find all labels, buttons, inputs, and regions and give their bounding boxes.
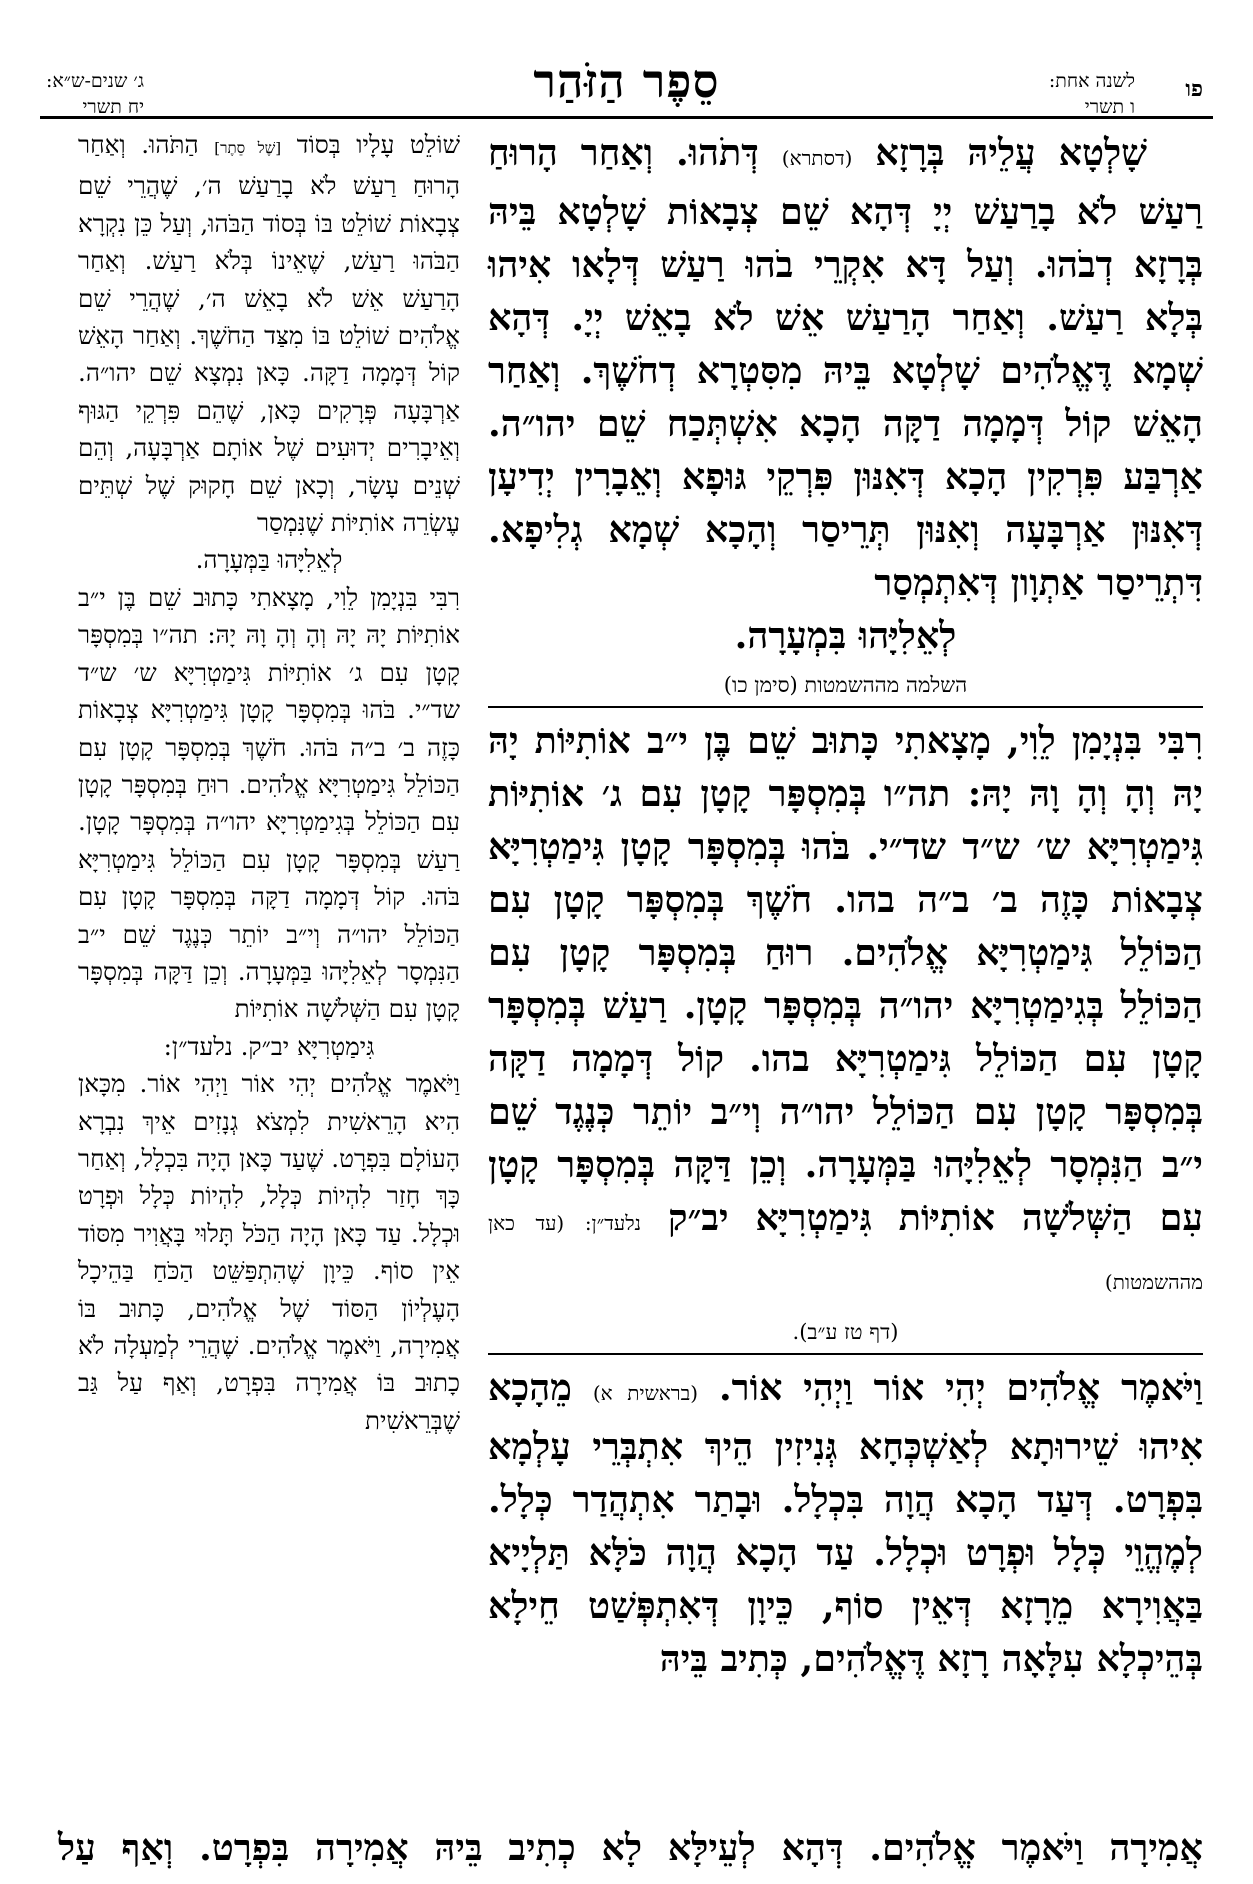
main-paragraph-1	[488, 126, 1203, 609]
main-p3-text: וַיֹּאמֶר אֱלֹהִים יְהִי אוֹר וַיְהִי אוֹר.	[718, 1366, 1203, 1409]
page-number: פו	[1185, 76, 1203, 102]
main-p1-rest: דְּתֹהוּ. וְאַחַר הָרוּחַ רַעַשׁ לֹא בָרַעַשׁ יְיָ דְּהָא שֵׁם צְבָאוֹת שָׁלְטָא בֵּיהּ בְּרָזָא דְבֹהוּ. וְעַל דָּא אִקְרֵי בֹהוּ רַעַשׁ דְּלָאו אִיהוּ בְּלָא רַעַשׁ. וְאַחַר הָרַעַשׁ אֵשׁ לֹא בָאֵשׁ יְיָ. דְּהָא שְׁמָא דֶּאֱלֹהִים שָׁלְטָא בֵּיהּ מִסִּטְרָא דְחֹשֶׁךְ. וְאַחַר הָאֵשׁ קוֹל דְּמָמָה דַקָּה הָכָא אִשְׁתְּכַח שֵׁם יהו״ה. אַרְבַּע פִּרְקִין הָכָא דְּאִנּוּן פִּרְקֵי גּוּפָא וְאֵבָרִין יְדִיעָן דְּאִנּוּן אַרְבָּעָה וְאִנּוּן תְּרֵיסַר וְהָכָא שְׁמָא גְלִיפָא. דִּתְרֵיסַר אַתְוָון דְּאִתְמְסַר	[488, 131, 1203, 604]
side-s2-last: גִּימַטְרִיָּא יב״ק. נלעד״ן:	[163, 1031, 375, 1061]
side-paragraph-3: וַיֹּאמֶר אֱלֹהִים יְהִי אוֹר וַיְהִי אוֹר. מִכָּאן הִיא הָרֵאשִׁית לִמְצֹא גְנָזִים אֵיךְ נִבְרָא הָעוֹלָם בִּפְרָט. שֶׁעַד כָּאן הָיָה בִּכְלָל, וְאַחַר כָּךְ חָזַר לִהְיוֹת כְּלָל, לִהְיוֹת כְּלָל וּפְרָט וּכְלָל. עַד כָּאן הָיָה הַכֹּל תָּלוּי בָּאֲוִיר מִסּוֹד אֵין סוֹף. כֵּיוָן שֶׁהִתְפַּשֵּׁט הַכֹּחַ בַּהֵיכָל הָעֶלְיוֹן הַסּוֹד שֶׁל אֱלֹהִים, כָּתוּב בּוֹ אֲמִירָה, וַיֹּאמֶר אֱלֹהִים. שֶׁהֲרֵי לְמַעְלָה לֹא כָתוּב בּוֹ אֲמִירָה בִּפְרָט, וְאַף עַל גַּב שֶׁבְּרֵאשִׁית	[78, 1069, 460, 1435]
header-left-reading	[46, 68, 144, 120]
section-divider	[488, 706, 1203, 708]
main-p2-text: רִבִּי בִּנְיָמִן לֵוִי, מָצָאתִי כָּתוּב שֵׁם בֶּן י״ב אוֹתִיּוֹת יָהּ יָהּ וְהָ וְהָ וָהּ יָהּ: תה״ו בְּמִסְפָּר קָטָן עִם ג׳ אוֹתִיּוֹת גִּימַטְרִיָּא ש׳ ש״ד שד״י. בֹּהוּ בְּמִסְפָּר קָטָן גִּימַטְרִיָּא צְבָאוֹת כָּזֶה ב׳ ב״ה בהו. חֹשֶׁךְ בְּמִסְפָּר קָטָן עִם הַכּוֹלֵל גִּימַטְרִיָּא אֱלֹהִים. רוּחַ בְּמִסְפָּר קָטָן עִם הַכּוֹלֵל בְּגִימַטְרִיָּא יהו״ה בְּמִסְפָּר קָטָן. רַעַשׁ בְּמִסְפָּר קָטָן עִם הַכּוֹלֵל גִּימַטְרִיָּא בהו. קוֹל דְּמָמָה דַקָּה בְּמִסְפָּר קָטָן עִם הַכּוֹלֵל יהו״ה וְי״ב יוֹתֵר כְּנֶגֶד שֵׁם י״ב הַנִּמְסָר לְאֵלִיָּהוּ בַּמְּעָרָה. וְכֵן דַּקָּה בְּמִסְפָּר קָטָן עִם הַשְּׁלֹשָׁה אוֹתִיּוֹת גִּימַטְרִיָּא יב״ק	[488, 719, 1203, 1239]
main-p3-small: (בראשית א)	[592, 1381, 699, 1405]
translation-column	[78, 126, 460, 1439]
side-s1b: הַתֹּהוּ. וְאַחַר הָרוּחַ רַעַשׁ לֹא בָרַעַשׁ ה׳, שֶׁהֲרֵי שֵׁם צְבָאוֹת שׁוֹלֵט בּוֹ בְּסוֹד הַבֹּהוּ, וְעַל כֵּן נִקְרָא הַבֹּהוּ רַעַשׁ, שֶׁאֵינוֹ בְּלֹא רַעַשׁ. וְאַחַר הָרַעַשׁ אֵשׁ לֹא בָאֵשׁ ה׳, שֶׁהֲרֵי שֵׁם אֱלֹהִים שׁוֹלֵט בּוֹ מִצַּד הַחֹשֶׁךְ. וְאַחַר הָאֵשׁ קוֹל דְּמָמָה דַקָּה. כָּאן נִמְצָא שֵׁם יהו״ה. אַרְבָּעָה פְּרָקִים כָּאן, שֶׁהֵם פִּרְקֵי הַגּוּף וְאֵיבָרִים יְדוּעִים שֶׁל אוֹתָם אַרְבָּעָה, וְהֵם שְׁנֵים עָשָׂר, וְכָאן שֵׁם חָקוּק שֶׁל שְׁתֵּים עֶשְׂרֵה אוֹתִיּוֹת שֶׁנִּמְסַר	[78, 130, 460, 538]
main-p1-last: לְאֵלִיָּהוּ בִּמְעָרָה.	[734, 614, 957, 657]
side-s1-small: [שֶׁל סֵתֶר]	[214, 139, 282, 157]
header-left-line2: יח תשרי	[82, 96, 145, 118]
page-header	[40, 54, 1213, 118]
header-divider	[40, 116, 1213, 119]
page-reference: (דף טז ע״ב).	[792, 1320, 899, 1344]
header-left-line1: ג׳ שנים-ש״א:	[46, 70, 145, 92]
side-paragraph-2: רִבִּי בִּנְיָמִן לֵוִי, מָצָאתִי כָּתוּב שֵׁם בֶּן י״ב אוֹתִיּוֹת יָהּ יָהּ וְהָ וְהָ וָהּ יָהּ: תה״ו בְּמִסְפָּר קָטָן עִם ג׳ אוֹתִיּוֹת גִּימַטְרִיָּא ש׳ ש״ד שד״י. בֹּהוּ בְּמִסְפָּר קָטָן גִּימַטְרִיָּא צְבָאוֹת כָּזֶה ב׳ ב״ה בֹּהוּ. חֹשֶׁךְ בְּמִסְפָּר קָטָן עִם הַכּוֹלֵל גִּימַטְרִיָּא אֱלֹהִים. רוּחַ בְּמִסְפָּר קָטָן עִם הַכּוֹלֵל בְּגִימַטְרִיָּא יהו״ה בְּמִסְפָּר קָטָן. רַעַשׁ בְּמִסְפָּר קָטָן עִם הַכּוֹלֵל גִּימַטְרִיָּא בֹּהוּ. קוֹל דְּמָמָה דַקָּה בְּמִסְפָּר קָטָן עִם הַכּוֹלֵל יהו״ה וְי״ב יוֹתֵר כְּנֶגֶד שֵׁם י״ב הַנִּמְסָר לְאֵלִיָּהוּ בַּמְּעָרָה. וְכֵן דַּקָּה בְּמִסְפָּר קָטָן עִם הַשְּׁלֹשָׁה אוֹתִיּוֹת	[78, 582, 460, 1024]
main-p1-small: (דסתרא)	[781, 146, 853, 170]
side-paragraph-1	[78, 126, 460, 541]
main-paragraph-2	[488, 714, 1203, 1309]
bottom-line: אֲמִירָה וַיֹּאמֶר אֱלֹהִים. דְּהָא לְעֵילָּא לָא כְתִיב בֵּיהּ אֲמִירָה בִּפְרָט. וְאַף עַל	[58, 1826, 1203, 1869]
section-divider-2	[488, 1353, 1203, 1355]
header-right-line1: לשנה אחת:	[1048, 70, 1135, 92]
main-p3-rest: מֵהָכָא אִיהוּ שֵׁירוּתָא לְאַשְׁכְּחָא גְּנִיזִין הֵיךְ אִתְבְּרֵי עָלְמָא בִּפְרָט. דְּעַד הָכָא הֲוָה בִּכְלָל. וּבָתַר אִתְהֲדַר כְּלָל. לְמֶהֱוֵי כְּלָל וּפְרָט וּכְלָל. עַד הָכָא הֲוָה כֹּלָּא תַּלְיָיא בַּאֲוִירָא מֵרָזָא דְּאֵין סוֹף, כֵּיוָן דְּאִתְפְּשַׁט חֵילָא בְּהֵיכְלָא עִלָּאָה רָזָא דֶּאֱלֹהִים, כְּתִיב בֵּיהּ	[488, 1366, 1203, 1680]
supplement-note: השלמה מההשמטות (סימן כו)	[723, 673, 968, 697]
main-text-column	[488, 126, 1203, 1685]
header-right-line2: ו תשרי	[1084, 96, 1135, 118]
side-s1a: שׁוֹלֵט עָלָיו בְּסוֹד	[296, 130, 460, 159]
main-p2-small: נלעד״ן: (עד כאן מההשמטות)	[488, 1211, 1203, 1294]
book-title: סֵפֶר הַזֹּהַר	[533, 54, 720, 108]
main-p1-text: שָׁלְטָא עֲלֵיהּ בְּרָזָא	[875, 131, 1147, 174]
side-s1-last: לְאֵלִיָּהוּ בַּמְּעָרָה.	[195, 545, 343, 575]
main-paragraph-3	[488, 1361, 1203, 1685]
